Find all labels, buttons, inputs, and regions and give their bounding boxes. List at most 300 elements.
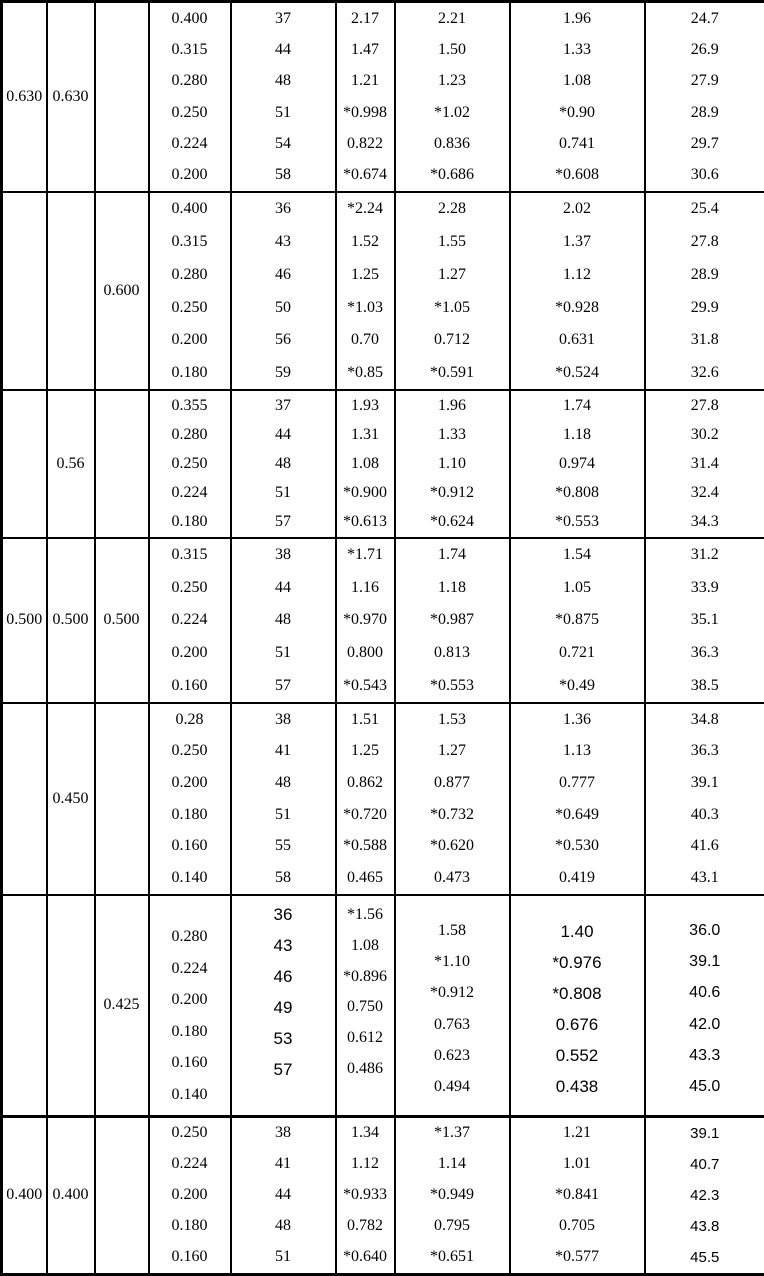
table-value: 1.25: [351, 265, 379, 283]
table-value: *0.808: [555, 484, 599, 502]
data-cell: [149, 390, 231, 537]
table-value: 0.473: [434, 868, 470, 886]
table-value: 1.51: [351, 710, 379, 728]
table-value: 42.0: [689, 1015, 721, 1033]
table-value: *1.05: [434, 298, 470, 316]
table-value: 1.21: [351, 72, 379, 90]
table-value: 0.180: [171, 805, 208, 823]
table-value: 40.6: [689, 984, 721, 1002]
table-value: 0.438: [555, 1077, 599, 1097]
table-value: 59: [275, 363, 291, 381]
table-value: 0.280: [171, 425, 208, 443]
table-value: *0.90: [559, 103, 595, 121]
table-value: 0.224: [171, 1155, 208, 1173]
table-value: 0.70: [351, 331, 379, 349]
table-value: 36: [275, 200, 291, 218]
table-value: 0.250: [171, 455, 208, 473]
table-value: 1.96: [563, 9, 591, 27]
table-block-row: [2, 192, 764, 390]
table-value: 50: [275, 298, 291, 316]
table-value: *0.591: [430, 363, 474, 381]
table-value: *0.928: [555, 298, 599, 316]
table-value: 34.8: [690, 710, 719, 728]
table-value: 40.3: [690, 805, 719, 823]
group-label-cell: [47, 192, 95, 390]
table-value: 0.200: [171, 644, 208, 662]
table-value: 38: [275, 710, 291, 728]
group-label-cell: [47, 895, 95, 1117]
data-cell: [645, 703, 764, 894]
table-value: 44: [275, 425, 291, 443]
table-value: *0.686: [430, 166, 474, 184]
group-label: 0.56: [56, 455, 85, 473]
table-value: 36.0: [689, 922, 721, 940]
data-cell: [510, 895, 645, 1117]
table-value: 0.822: [347, 134, 383, 152]
table-value: 1.12: [563, 265, 591, 283]
table-value: 0.140: [171, 868, 208, 886]
table-value: 1.37: [563, 233, 591, 251]
table-value: 51: [275, 1248, 291, 1266]
table-value: *1.56: [347, 905, 383, 923]
data-cell: [645, 192, 764, 390]
table-value: *0.49: [559, 676, 595, 694]
group-label: 0.500: [6, 611, 43, 629]
table-value: 31.2: [690, 546, 719, 564]
table-value: 0.777: [559, 774, 595, 792]
table-value: 39.1: [690, 774, 719, 792]
group-label-cell: [2, 703, 47, 894]
table-value: 0.250: [171, 298, 208, 316]
group-label-cell: [2, 2, 47, 192]
table-value: 0.763: [434, 1015, 470, 1033]
table-value: 48: [275, 455, 291, 473]
group-label: 0.425: [103, 996, 140, 1014]
group-label-cell: [95, 2, 149, 192]
group-label: 0.500: [52, 611, 89, 629]
table-value: 0.224: [171, 134, 208, 152]
table-value: 1.08: [351, 936, 379, 954]
table-value: 1.18: [438, 578, 466, 596]
table-value: 38: [275, 546, 291, 564]
group-label-cell: [2, 390, 47, 537]
table-value: 29.7: [690, 134, 719, 152]
table-value: 58: [275, 868, 291, 886]
table-value: *0.976: [552, 952, 602, 972]
table-value: 0.400: [171, 200, 208, 218]
table-value: *0.608: [555, 166, 599, 184]
table-value: 1.54: [563, 546, 591, 564]
table-value: 1.08: [351, 455, 379, 473]
data-cell: [395, 192, 510, 390]
table-value: 0.494: [434, 1077, 470, 1095]
table-value: 0.712: [434, 331, 470, 349]
table-value: 1.18: [563, 425, 591, 443]
data-cell: [510, 1116, 645, 1274]
table-value: 0.140: [171, 1085, 208, 1103]
table-value: 0.160: [171, 1054, 208, 1072]
table-value: 27.9: [690, 72, 719, 90]
table-value: 44: [275, 578, 291, 596]
table-value: 41.6: [690, 837, 719, 855]
table-value: 0.315: [171, 233, 208, 251]
table-value: 46: [275, 265, 291, 283]
table-value: 1.53: [438, 710, 466, 728]
table-value: *0.651: [430, 1248, 474, 1266]
table-value: 2.21: [438, 9, 466, 27]
table-value: 0.224: [171, 484, 208, 502]
table-value: 0.180: [171, 363, 208, 381]
table-value: 1.47: [351, 40, 379, 58]
table-value: *0.530: [555, 837, 599, 855]
data-cell: [645, 1116, 764, 1274]
table-value: 32.4: [690, 484, 719, 502]
table-value: 0.813: [434, 644, 470, 662]
table-value: 0.721: [559, 644, 595, 662]
table-value: *0.553: [430, 676, 474, 694]
table-value: 1.25: [351, 742, 379, 760]
group-label: 0.630: [52, 87, 89, 105]
table-value: 1.74: [563, 396, 591, 414]
table-value: 38: [275, 1124, 291, 1142]
table-value: 0.224: [171, 959, 208, 977]
table-value: 1.33: [438, 425, 466, 443]
group-label: 0.400: [6, 1186, 43, 1204]
table-value: 41: [275, 1155, 291, 1173]
table-value: 0.862: [347, 774, 383, 792]
table-value: 1.05: [563, 578, 591, 596]
data-cell: [336, 192, 395, 390]
table-value: 0.974: [559, 455, 595, 473]
table-value: 1.27: [438, 742, 466, 760]
table-value: 25.4: [690, 200, 719, 218]
table-value: 0.200: [171, 1186, 208, 1204]
data-cell: [510, 703, 645, 894]
table-value: 0.782: [347, 1217, 383, 1235]
group-label-cell: [95, 1116, 149, 1274]
table-value: 40.7: [690, 1155, 720, 1173]
group-label-cell: [95, 192, 149, 390]
data-cell: [645, 538, 764, 703]
table-value: *0.524: [555, 363, 599, 381]
table-value: 31.4: [690, 455, 719, 473]
table-value: 0.612: [347, 1029, 383, 1047]
table-value: 1.50: [438, 40, 466, 58]
table-value: 43.8: [690, 1217, 720, 1235]
table-value: 35.1: [690, 611, 719, 629]
table-value: 0.419: [559, 868, 595, 886]
table-value: 0.280: [171, 72, 208, 90]
table-value: 0.800: [347, 644, 383, 662]
group-label-cell: [95, 390, 149, 537]
table-value: 0.180: [171, 1022, 208, 1040]
table-value: 57: [275, 676, 291, 694]
table-value: 49: [273, 997, 293, 1017]
table-value: 1.08: [563, 72, 591, 90]
table-value: 1.23: [438, 72, 466, 90]
group-label-cell: [47, 703, 95, 894]
data-cell: [395, 1116, 510, 1274]
table-value: 1.34: [351, 1124, 379, 1142]
table-value: 43: [275, 233, 291, 251]
table-value: 39.1: [690, 1124, 720, 1142]
table-value: 0.750: [347, 998, 383, 1016]
data-cell: [149, 538, 231, 703]
table-value: 48: [275, 611, 291, 629]
data-cell: [149, 2, 231, 192]
table-value: 48: [275, 1217, 291, 1235]
table-value: 37: [275, 396, 291, 414]
data-cell: [336, 538, 395, 703]
data-cell: [149, 703, 231, 894]
table-value: 2.17: [351, 9, 379, 27]
group-label-cell: [95, 895, 149, 1117]
data-cell: [231, 390, 336, 537]
table-value: 0.486: [347, 1060, 383, 1078]
table-value: *0.841: [555, 1186, 599, 1204]
table-value: 30.2: [690, 425, 719, 443]
group-label-cell: [2, 895, 47, 1117]
table-value: 0.623: [434, 1046, 470, 1064]
table-value: 45.0: [689, 1077, 721, 1095]
table-value: 1.96: [438, 396, 466, 414]
table-value: *0.933: [343, 1186, 387, 1204]
data-cell: [510, 538, 645, 703]
table-value: 0.280: [171, 928, 208, 946]
data-cell: [336, 390, 395, 537]
table-value: 1.33: [563, 40, 591, 58]
table-value: 0.552: [555, 1046, 599, 1066]
table-value: 0.631: [559, 331, 595, 349]
table-value: *1.71: [347, 546, 383, 564]
table-value: 2.02: [563, 200, 591, 218]
table-value: 1.31: [351, 425, 379, 443]
group-label-cell: [95, 538, 149, 703]
table-value: *1.03: [347, 298, 383, 316]
table-value: *0.732: [430, 805, 474, 823]
table-value: 36.3: [690, 742, 719, 760]
data-cell: [336, 2, 395, 192]
table-value: 0.280: [171, 265, 208, 283]
table-value: *2.24: [347, 200, 383, 218]
table-value: 41: [275, 742, 291, 760]
table-value: 1.58: [438, 922, 466, 940]
table-value: 43.1: [690, 868, 719, 886]
table-value: 51: [275, 484, 291, 502]
table-value: 57: [275, 513, 291, 531]
table-value: 0.315: [171, 40, 208, 58]
table-value: 57: [273, 1059, 293, 1079]
data-cell: [395, 390, 510, 537]
table-value: 0.250: [171, 1124, 208, 1142]
table-value: 36.3: [690, 644, 719, 662]
table-value: 0.705: [559, 1217, 595, 1235]
table-value: 42.3: [690, 1186, 720, 1204]
table-value: 0.180: [171, 513, 208, 531]
table-value: 29.9: [690, 298, 719, 316]
data-cell: [395, 538, 510, 703]
table-value: 0.200: [171, 774, 208, 792]
table-value: 0.877: [434, 774, 470, 792]
table-value: 48: [275, 72, 291, 90]
table-value: 1.01: [563, 1155, 591, 1173]
data-cell: [645, 390, 764, 537]
table-value: 51: [275, 805, 291, 823]
data-cell: [395, 2, 510, 192]
table-value: 45.5: [690, 1248, 720, 1266]
group-label: 0.630: [6, 87, 43, 105]
group-label-cell: [2, 538, 47, 703]
table-value: 0.250: [171, 578, 208, 596]
table-value: *0.674: [343, 166, 387, 184]
table-value: 0.200: [171, 991, 208, 1009]
data-cell: [231, 895, 336, 1117]
table-value: 33.9: [690, 578, 719, 596]
table-value: 0.355: [171, 396, 208, 414]
table-value: 1.93: [351, 396, 379, 414]
table-value: *0.970: [343, 611, 387, 629]
table-value: *0.620: [430, 837, 474, 855]
table-value: 58: [275, 166, 291, 184]
table-value: 0.200: [171, 331, 208, 349]
table-value: 1.14: [438, 1155, 466, 1173]
data-cell: [231, 192, 336, 390]
table-value: *0.900: [343, 484, 387, 502]
table-value: 1.74: [438, 546, 466, 564]
group-label-cell: [95, 703, 149, 894]
table-value: 1.13: [563, 742, 591, 760]
table-value: *0.577: [555, 1248, 599, 1266]
table-value: 30.6: [690, 166, 719, 184]
table-value: 0.160: [171, 1248, 208, 1266]
group-label-cell: [47, 1116, 95, 1274]
table-value: 0.180: [171, 1217, 208, 1235]
data-cell: [395, 703, 510, 894]
table-value: 0.741: [559, 134, 595, 152]
table-value: 46: [273, 967, 293, 987]
table-value: 1.16: [351, 578, 379, 596]
table-value: 44: [275, 1186, 291, 1204]
table-value: 1.55: [438, 233, 466, 251]
table-value: *1.02: [434, 103, 470, 121]
table-value: 27.8: [690, 396, 719, 414]
table-value: *0.543: [343, 676, 387, 694]
table-value: *0.624: [430, 513, 474, 531]
table-value: 43.3: [689, 1046, 721, 1064]
data-cell: [336, 703, 395, 894]
data-cell: [149, 1116, 231, 1274]
data-cell: [645, 895, 764, 1117]
group-label-cell: [2, 1116, 47, 1274]
table-value: 24.7: [690, 9, 719, 27]
table-value: 56: [275, 331, 291, 349]
table-value: 34.3: [690, 513, 719, 531]
table-value: *0.613: [343, 513, 387, 531]
data-cell: [510, 192, 645, 390]
table-value: 51: [275, 103, 291, 121]
table-value: 0.676: [555, 1015, 599, 1035]
table-value: 26.9: [690, 40, 719, 58]
data-cell: [510, 2, 645, 192]
table-value: *0.896: [343, 967, 387, 985]
table-value: *0.720: [343, 805, 387, 823]
group-label-cell: [47, 390, 95, 537]
table-value: 36: [273, 905, 293, 925]
table-value: 53: [273, 1028, 293, 1048]
table-value: 28.9: [690, 103, 719, 121]
group-label: 0.400: [52, 1186, 89, 1204]
table-value: *0.912: [430, 484, 474, 502]
table-value: 0.250: [171, 742, 208, 760]
table-value: *0.808: [552, 983, 602, 1003]
table-value: 38.5: [690, 676, 719, 694]
table-value: 48: [275, 774, 291, 792]
table-value: 1.10: [438, 455, 466, 473]
table-value: *0.912: [430, 984, 474, 1002]
table-value: 44: [275, 40, 291, 58]
table-value: 2.28: [438, 200, 466, 218]
table-value: 0.795: [434, 1217, 470, 1235]
table-value: 0.315: [171, 546, 208, 564]
table-block-row: [2, 390, 764, 537]
table-value: 0.28: [175, 710, 204, 728]
group-label-cell: [2, 192, 47, 390]
table-value: 1.12: [351, 1155, 379, 1173]
table-value: 28.9: [690, 265, 719, 283]
data-cell: [336, 1116, 395, 1274]
table-value: *0.875: [555, 611, 599, 629]
table-value: 54: [275, 134, 291, 152]
data-cell: [149, 895, 231, 1117]
table-value: 0.250: [171, 103, 208, 121]
table-value: *1.10: [434, 953, 470, 971]
group-label-cell: [47, 538, 95, 703]
table-value: 1.40: [560, 921, 594, 941]
table-value: 0.160: [171, 676, 208, 694]
table-value: *0.640: [343, 1248, 387, 1266]
table-block-row: [2, 895, 764, 1117]
data-cell: [149, 192, 231, 390]
table-value: 1.52: [351, 233, 379, 251]
table-value: *0.553: [555, 513, 599, 531]
table-value: 39.1: [689, 953, 721, 971]
table-value: 51: [275, 644, 291, 662]
data-cell: [645, 2, 764, 192]
table-value: 1.21: [563, 1124, 591, 1142]
group-label: 0.450: [52, 789, 89, 807]
table-value: *1.37: [434, 1124, 470, 1142]
table-value: 0.400: [171, 9, 208, 27]
table-value: 0.836: [434, 134, 470, 152]
table-value: *0.998: [343, 103, 387, 121]
group-label-cell: [47, 2, 95, 192]
table-value: 0.224: [171, 611, 208, 629]
data-cell: [231, 538, 336, 703]
data-cell: [231, 1116, 336, 1274]
group-label: 0.600: [103, 282, 140, 300]
data-cell: [231, 703, 336, 894]
table-value: *0.987: [430, 611, 474, 629]
table-value: 27.8: [690, 233, 719, 251]
table-value: 43: [273, 936, 293, 956]
table-block-row: [2, 1116, 764, 1274]
table-value: *0.588: [343, 837, 387, 855]
data-cell: [510, 390, 645, 537]
table-block-row: [2, 2, 764, 192]
table-value: 37: [275, 9, 291, 27]
table-value: 1.36: [563, 710, 591, 728]
table-value: 0.465: [347, 868, 383, 886]
